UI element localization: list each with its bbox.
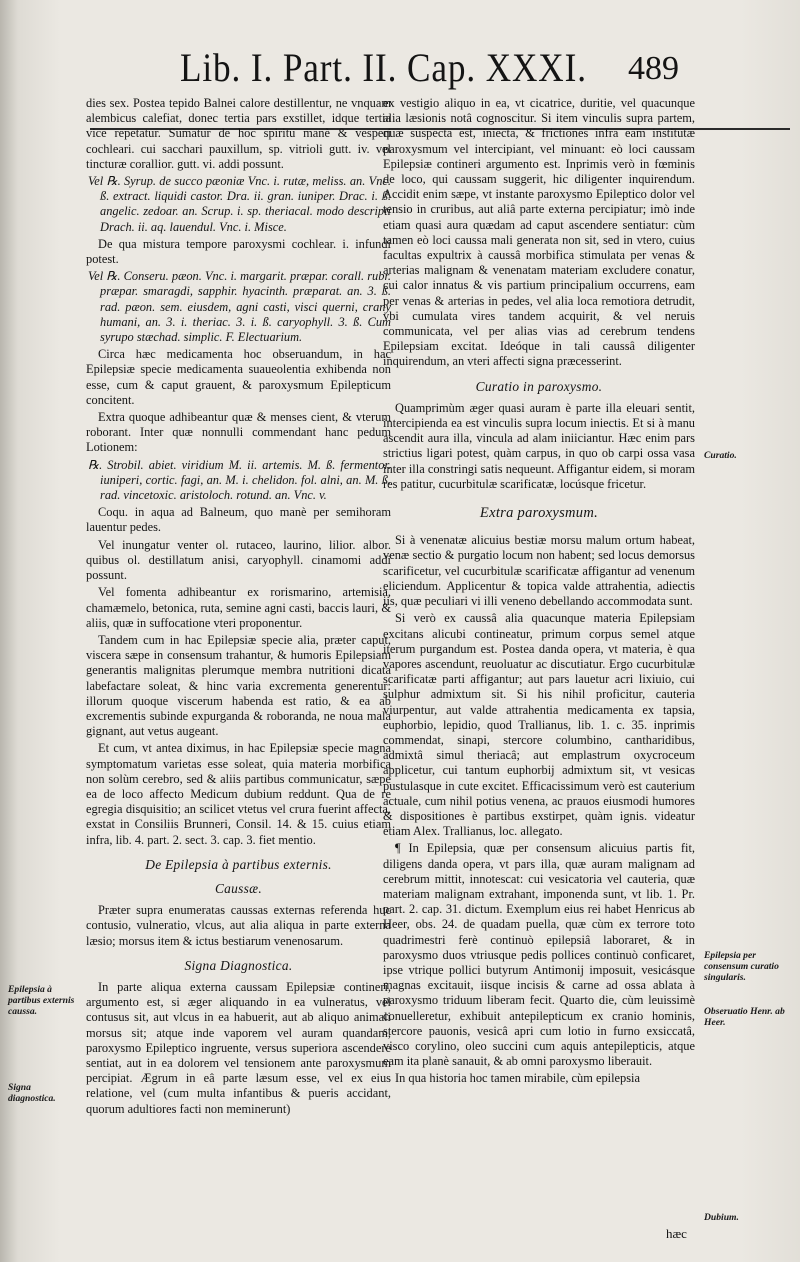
body-paragraph: Tandem cum in hac Epilepsiæ specie alia, præter caput, viscera sæpe in consensum trahantur, & humoris Epilepsiam generantis malignitas plerumque membra nutritioni dicata labefactare soleat, & hinc varia excrementa generentur: illorum quoque viscerum habenda est ratio, & ea ab excrementis subinde expurganda & roboranda, ne noua mala gignant, aut vetus augeant.	[86, 632, 391, 739]
body-paragraph: ex vestigio aliquo in ea, vt cicatrice, duritie, vel quacunque alia læsionis notâ cognoscitur. Si item vinculis supra partem, quæ suspecta est, iniecta, & frictiones infra eam institutæ paroxysmum vel intercipiant, vel minuant: eò loci caussam Epilepsiæ contineri argumento est. Inprimis verò in fœminis de loco, qui caussam suggerit, hic diligenter inquirendum. Accidit enim sæpe, vt instante paroxysmo Epileptico dolor vel tensio in cruribus, aut aliâ parte externa percipiatur; imò inde etiam quasi aura quædam ad caput ascendere sentiatur: cùm tamen eò loci caussa mali generata non sit, sed in vtero, cuius facultas expultrix à caussâ morbifica stimulata per venas & arterias malignam & venenatam materiam excludere conatur, cui calor innatus & vis partium principalium occurrens, eam per venas & arterias in pedes, vel alia loca remotiora detrudit, vbi cumulata vires tandem acquirit, & vel neruis communicata, vel per alias vias ad cerebrum tendens Epilepsiam excitat. Ideóque in tali caussâ diligenter inquirendum, an vteri affecti signa præcesserint.	[383, 96, 695, 369]
catchword: hæc	[666, 1226, 687, 1241]
margin-note-causes: Epilepsia à partibus externis caussa.	[8, 984, 75, 1017]
section-heading: Extra paroxysmum.	[479, 505, 599, 522]
body-paragraph: Quamprimùm æger quasi auram è parte illa eleuari sentit, intercipienda ea est vinculis supra locum iniectis. Et si à manu ascendit aura illa, vincula ad alam iniiciantur. Hæc enim pars strictius ligari potest, quàm carpus, in quo ob carpi ossa vasa inter illa constringi satis nequeunt. Affigantur eidem, si moram res patitur, cucurbitulæ scarificatæ, locúsque fricetur.	[383, 400, 695, 491]
margin-note-dubium: Dubium.	[704, 1212, 739, 1223]
margin-note-consensus: Epilepsia per consensum curatio singularis.	[704, 950, 779, 983]
page-number: 489	[628, 50, 679, 87]
margin-note-diagnostic: Signa diagnostica.	[8, 1082, 56, 1104]
body-paragraph: Et cum, vt antea diximus, in hac Epilepsiæ specie magna symptomatum varietas esse soleat, quia materia morbifica non solùm cerebro, sed & aliis partibus communicatur, sæpe ea de loco affecto Medicum dubium reddunt. Qua de re egregia disquisitio; an scilicet vtetus vel crura fuerint affecta, exstat in Consiliis Brunneri, Consil. 14. & 15. cuius etiam infra, lib. 4. part. 2. sect. 3. cap. 3. fiet mentio.	[86, 741, 391, 847]
body-paragraph: In qua historia hoc tamen mirabile, cùm epilepsia	[395, 1071, 640, 1086]
body-paragraph: In parte aliqua externa caussam Epilepsiæ contineri, argumento est, si æger aliquando in ea vulneratus, vel contusus sit, aut vlcus in ea habuerit, aut ab aliquo animali morsus sit; atque inde vaporem vel auram quandam, paroxysmo Epileptico ingruente, versus superiora ascendere sentiat, aut in ea dolorem vel tensionem ante paroxysmum percipiat. Ægrum in eâ parte læsum esse, vel ex eius relatione, vel (cum multa infantibus & pueris accidant, quorum adultiores facti non meminerunt)	[86, 979, 391, 1116]
recipe-paragraph: ℞. Strobil. abiet. viridium M. ii. artemis. M. ß. fermentor. iuniperi, cortic. fagi, an. M. i. chelidon. fol. alni, an. M. ß. rad. vincetoxic. aristoloch. rotund. an. Vnc. v.	[88, 457, 391, 503]
body-paragraph: ¶ In Epilepsia, quæ per consensum alicuius partis fit, diligens danda opera, vt pars illa, quæ auram malignam ad cerebrum mittit, innotescat: cui vesicatoria vel cauteria, quæ materiam malignam extrahant, imponenda sunt, vt lib. 1. Pr. part. 2. cap. 31. dictum. Exemplum eius rei habet Henricus ab Heer, obs. 24. de quadam puella, quæ cùm ex terrore toto quadrimestri ferè continuò epilepsiâ laboraret, & in paroxysmo duos vtriusque pedis pollices continuò conficaret, ipse vtrique pollici butyrum Antimonij imposuit, vesicásque magnas excitauit, iisque incisis & carne ad ossa ablata à paroxysmo triduum liberam fecit. Quarto die, cùm leuissimè conuelleretur, exhibuit antepilepticum ex cranio hominis, stercore pauonis, vesicâ apri cum lotio in furno exsiccatâ, visco corylino, oleo succini cum aquis antepilepticis, atque eam ita planè sanauit, & ab omni paroxysmo liberauit.	[383, 841, 695, 1069]
margin-note-observatio: Obseruatio Henr. ab Heer.	[704, 1006, 785, 1028]
body-paragraph: Si verò ex caussâ alia quacunque materia Epilepsiam excitans alicubi contineatur, primum corpus semel atque iterum purgandum est. Postea danda opera, vt materia, è qua vapores ascendunt, reuoluatur ac discutiatur. Ergo cucurbitulæ scarificatæ parti affigantur; aut pars lauetur acri lixiuio, cui sulphur admixtum sit. Si his nihil proficitur, cauteria viurpentur, aut valde attrahentia medicamenta ex tapsia, euphorbio, lepidio, quod Trallianus, lib. 1. c. 35. inprimis commendat, sinapi, stercore columbino, cantharidibus, admixtâ simul theriacâ; aut emplastrum oxycroceum applicetur, cui tantum euphorbij admixtum sit, vt vesicas pustulasque in cute excitet. Efficacissimum verò est cauterium actuale, cum nihil potius venena, ac prauos eiusmodi humores & dispositiones è partibus exstirpet, quàm ignis. videatur etiam Alex. Trallianus, loc. allegato.	[383, 611, 695, 839]
body-paragraph: Coqu. in aqua ad Balneum, quo manè per semihoram lauentur pedes.	[86, 505, 391, 535]
body-paragraph: Circa hæc medicamenta hoc obseruandum, in hac Epilepsiæ specie medicamenta suaueolentia exhibenda non esse, cum & caput grauent, & paroxysmum Epilepticum concitent.	[86, 347, 391, 407]
section-heading: Curatio in paroxysmo.	[475, 378, 603, 394]
body-paragraph: Præter supra enumeratas caussas externas referenda huc contusio, vulneratio, vlcus, aut alia aliqua in parte externa læsio; morsus item & ictus bestiarum venenosarum.	[86, 903, 391, 948]
margin-note-curatio: Curatio.	[704, 450, 737, 461]
right-text-column	[383, 96, 695, 1089]
body-paragraph: dies sex. Postea tepido Balnei calore destillentur, ne vnquam alembicus calefiat, donec tertia pars exstillet, idque tertia vice repetatur. Sumatur de hoc spiritu manè & vesperi cochleari. cui sacchari pauxillum, sp. vitrioli gutt. iv. vel tincturæ corallior. gutt. vi. addi possunt.	[86, 96, 391, 171]
section-heading: De Epilepsia à partibus externis.	[145, 856, 332, 872]
left-text-column	[86, 96, 391, 1119]
section-heading: Signa Diagnostica.	[184, 957, 293, 973]
body-paragraph: De qua mistura tempore paroxysmi cochlear. i. infundi potest.	[86, 236, 391, 267]
body-paragraph: Vel inungatur venter ol. rutaceo, laurino, lilior. albor. quibus ol. destillatum anisi, caryophyll. cinamomi addi possunt.	[86, 537, 391, 583]
body-paragraph: Extra quoque adhibeantur quæ & menses cient, & vterum roborant. Inter quæ nonnulli commendant hanc pedum Lotionem:	[86, 410, 391, 455]
body-paragraph: Si à venenatæ alicuius bestiæ morsu malum ortum habeat, venæ sectio & purgatio locum non habent; sed locus demorsus scarificetur, vel cucurbitulæ scarificatæ affigantur ad venenum eliciendum. Applicentur & topica valde attrahentia, adiectis iis, quæ peculiari vi illi veneno debellando accommodata sunt.	[383, 533, 695, 609]
recipe-paragraph: Vel ℞. Syrup. de succo pæoniæ Vnc. i. rutæ, meliss. an. Vnc. ß. extract. liquidi castor. Dra. ii. gran. iuniper. Drac. i. ß. angelic. zedoar. an. Scrup. i. sp. theriacal. modo descripti Drach. ii. aq. lauendul. Vnc. i. Misce.	[88, 174, 391, 234]
recipe-paragraph: Vel ℞. Conseru. pæon. Vnc. i. margarit. præpar. corall. rubr. præpar. smaragdi, sapphir. hyacinth. præparat. an. 3. ß. rad. pæon. sem. eiusdem, agni casti, visci querni, crany humani, an. 3. i. theriac. 3. i. ß. caryophyll. 3. ß. Cum syrupo stæchad. simplic. F. Electuarium.	[88, 269, 391, 345]
section-heading: Caussæ.	[214, 880, 263, 896]
page-header	[0, 38, 800, 94]
running-title: Lib. I. Part. II. Cap. XXXI.	[180, 45, 587, 90]
body-paragraph: Vel fomenta adhibeantur ex rorismarino, artemisia, chamæmelo, betonica, ruta, semine agni casti, baccis lauri, & aliis, quæ in suffocatione vteri proponentur.	[86, 585, 391, 630]
